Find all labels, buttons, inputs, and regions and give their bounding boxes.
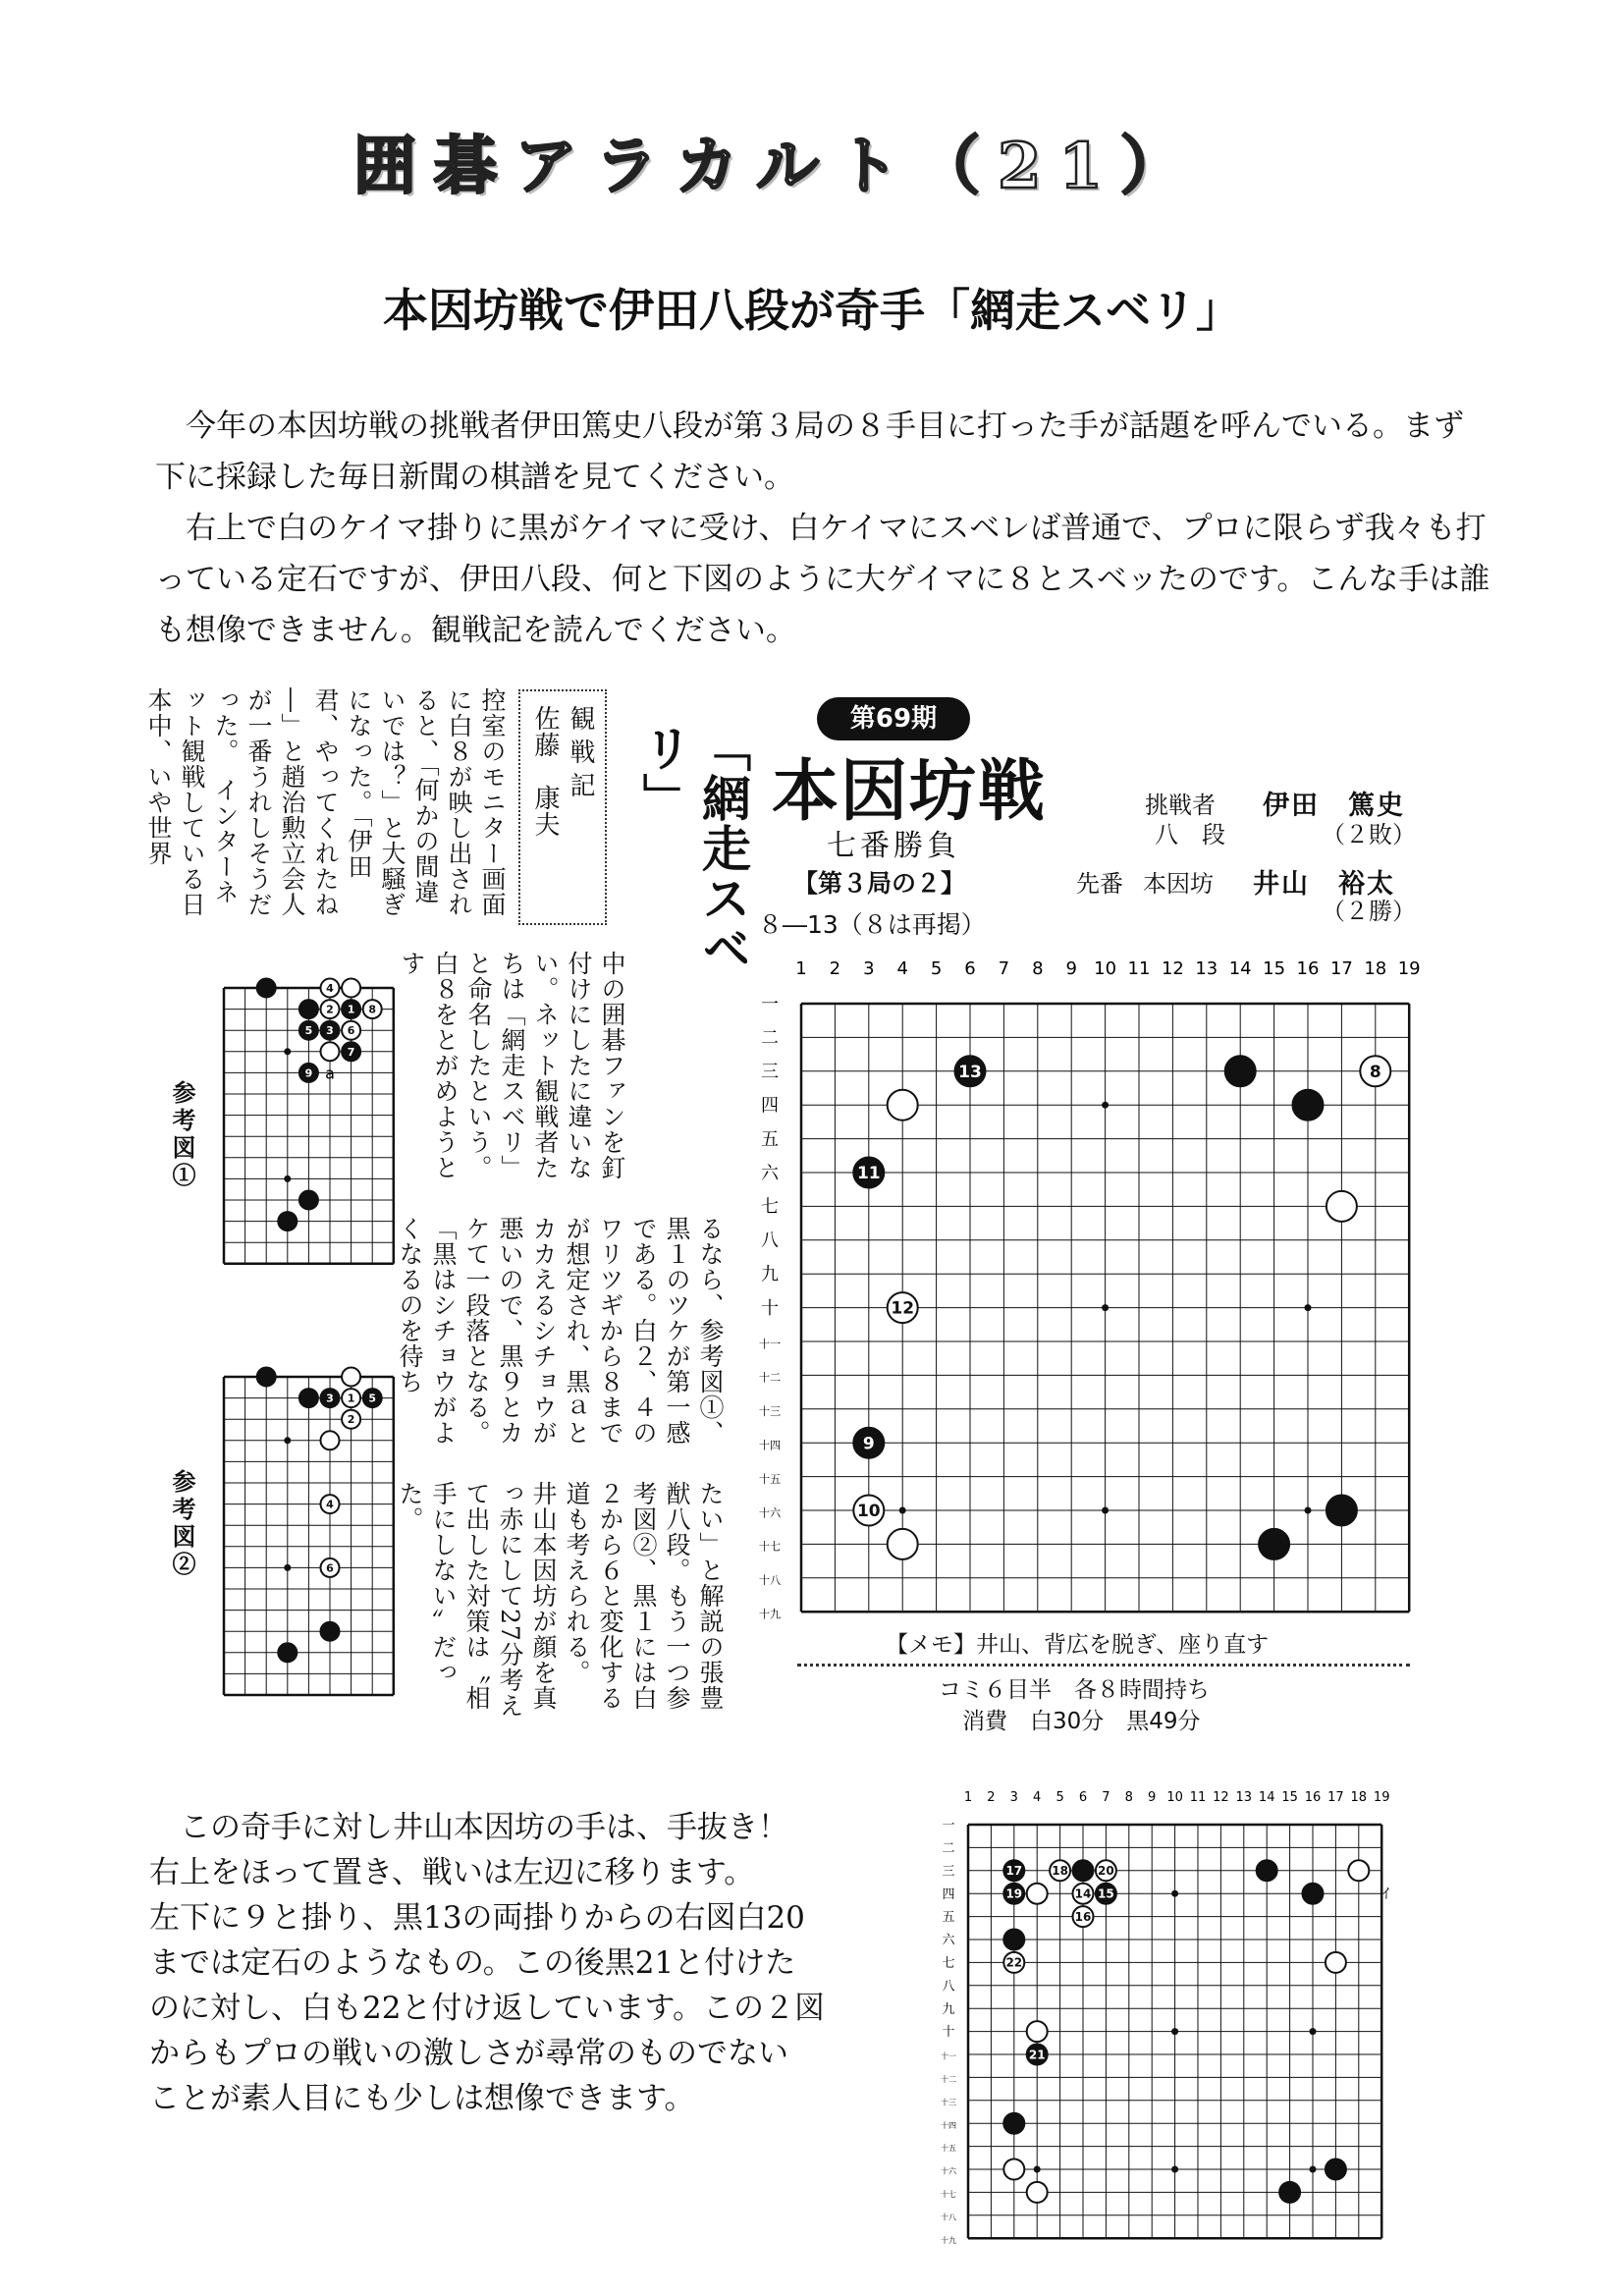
column-coordinate: 3 <box>863 958 875 979</box>
move-number: 12 <box>891 1298 915 1319</box>
point-mark-a: a <box>325 1064 335 1083</box>
event-format: 七番勝負 <box>827 829 960 863</box>
move-number: 2 <box>347 1413 355 1427</box>
black-stone <box>299 1191 318 1210</box>
black-stone <box>299 1389 318 1407</box>
column-coordinate: 5 <box>930 958 943 979</box>
white-stone <box>1027 2182 1048 2203</box>
row-coordinate: 七 <box>761 1196 779 1218</box>
move-number: 8 <box>368 1003 377 1016</box>
white-stone <box>321 1431 340 1449</box>
row-coordinate: 六 <box>761 1163 779 1184</box>
row-coordinate: 三 <box>942 1864 955 1880</box>
row-coordinate: 十五 <box>758 1472 782 1486</box>
article-column-4: たい」と解説の張豊猷八段。もう一つ参考図②、黒１には白２から６と変化する道も考えられる。 井山本因坊が顔を真っ赤にして27分考えて出した対策は〝相手にしない〟だった。 <box>396 1481 725 1719</box>
star-point <box>1305 1304 1312 1311</box>
row-coordinate: 十二 <box>940 2074 957 2084</box>
column-coordinate: 6 <box>964 958 976 979</box>
column-coordinate: 16 <box>1296 958 1320 979</box>
move-number: 9 <box>862 1434 875 1454</box>
move-number: 8 <box>1369 1062 1381 1082</box>
star-point <box>1310 2166 1317 2173</box>
column-coordinate: 9 <box>1148 1790 1157 1805</box>
follow-up-go-board <box>939 1785 1406 2249</box>
move-number: 9 <box>304 1066 313 1080</box>
black-stone <box>1257 1860 1277 1881</box>
point-mark-i: イ <box>1379 1886 1393 1903</box>
black-stone <box>1259 1529 1289 1559</box>
row-coordinate: 八 <box>761 1230 779 1252</box>
row-coordinate: 八 <box>942 1979 955 1995</box>
white-stone <box>321 1042 340 1061</box>
row-coordinate: 四 <box>761 1095 779 1117</box>
black-stone <box>1326 1496 1357 1526</box>
star-point <box>1171 2166 1178 2173</box>
row-coordinate: 十四 <box>758 1439 782 1452</box>
column-coordinate: 7 <box>998 958 1010 979</box>
move-number: 21 <box>1028 2048 1046 2062</box>
holder-first-move: 先番 <box>1076 870 1123 898</box>
row-coordinate: 一 <box>761 994 779 1015</box>
move-number: 18 <box>1052 1864 1068 1879</box>
column-coordinate: 10 <box>1166 1790 1183 1805</box>
row-coordinate: 十八 <box>758 1574 782 1588</box>
column-coordinate: 4 <box>896 958 908 979</box>
column-coordinate: 19 <box>1397 958 1421 979</box>
star-point <box>1171 2028 1178 2035</box>
follow-up-line: この奇手に対し井山本因坊の手は、手抜き！ <box>149 1810 788 1845</box>
row-coordinate: 十六 <box>758 1506 782 1520</box>
black-stone <box>1225 1056 1256 1086</box>
star-point <box>1171 1890 1178 1897</box>
column-coordinate: 11 <box>1127 958 1151 979</box>
move-number: 6 <box>326 1561 334 1575</box>
black-stone <box>257 979 276 998</box>
column-coordinate: 18 <box>1350 1790 1368 1805</box>
edition-badge: 第69期 <box>817 697 970 740</box>
move-number: 16 <box>1074 1909 1092 1924</box>
row-coordinate: 十三 <box>940 2098 957 2107</box>
move-number: 5 <box>368 1392 377 1405</box>
black-stone <box>299 1000 318 1018</box>
star-point <box>284 1437 291 1444</box>
black-stone <box>1279 2182 1300 2203</box>
move-number: 19 <box>1005 1886 1023 1901</box>
column-coordinate: 8 <box>1124 1790 1133 1805</box>
row-coordinate: 十七 <box>940 2189 957 2199</box>
white-stone <box>1003 2159 1024 2180</box>
memo-divider <box>797 1664 1410 1667</box>
move-number: 3 <box>326 1024 334 1038</box>
column-coordinate: 4 <box>1033 1790 1042 1805</box>
move-number: 1 <box>347 1003 355 1016</box>
column-coordinate: 11 <box>1189 1790 1207 1805</box>
move-number: 6 <box>347 1024 355 1038</box>
column-coordinate: 1 <box>963 1790 973 1805</box>
row-coordinate: 六 <box>942 1933 955 1948</box>
black-stone <box>321 1622 340 1641</box>
black-stone <box>257 1368 276 1387</box>
row-coordinate: 十九 <box>758 1608 782 1621</box>
column-coordinate: 17 <box>1327 1790 1344 1805</box>
white-stone <box>1027 2021 1048 2042</box>
series-title: 囲碁アラカルト（21） <box>353 130 1202 203</box>
ref1-label: 参考図① <box>168 1080 196 1190</box>
challenger-rank: 八 段 <box>1155 821 1225 848</box>
row-coordinate: 十一 <box>940 2051 957 2061</box>
komi-info: コミ６目半 各８時間持ち <box>939 1677 1210 1703</box>
game-number: 【第３局の２】 <box>793 869 966 898</box>
star-point <box>284 1048 291 1055</box>
article-column-1: 控室のモニター画面に白８が映し出されると、「何かの間違いでは？」と大騒ぎになった。「伊田君、やってくれたね―」と趙治勲立会人が一番うれしそうだった。 インターネット観戦している日本中、いや世界 <box>144 687 507 917</box>
column-coordinate: 16 <box>1304 1790 1322 1805</box>
column-coordinate: 10 <box>1094 958 1117 979</box>
main-go-board <box>756 953 1421 1621</box>
headline: 本因坊戦で伊田八段が奇手「網走スベリ」 <box>383 284 1241 337</box>
article-column-2: 中の囲碁ファンを釘付けにしたに違いない。ネット観戦者たちは「網走スベリ」と命名したという。白８をとがめようとす <box>398 951 626 1180</box>
star-point <box>284 1564 291 1571</box>
row-coordinate: 三 <box>761 1062 779 1083</box>
move-number: 5 <box>304 1024 313 1038</box>
star-point <box>1102 1102 1109 1109</box>
follow-up-line: のに対し、白も22と付け返しています。この２図 <box>149 1991 825 2026</box>
byline-box <box>518 689 607 925</box>
challenger-record: （２敗） <box>1322 821 1416 848</box>
reference-diagram-2 <box>218 1351 410 1715</box>
follow-up-line: ことが素人目にも少しは想像できます。 <box>149 2081 695 2116</box>
move-number: 15 <box>1098 1886 1114 1901</box>
white-stone <box>888 1090 918 1121</box>
column-coordinate: 13 <box>1195 958 1218 979</box>
move-number: 4 <box>326 981 334 995</box>
row-coordinate: 十三 <box>758 1405 782 1419</box>
byline-label: 観戦記 <box>566 705 595 805</box>
black-stone <box>278 1643 297 1662</box>
white-stone <box>888 1529 918 1559</box>
white-stone <box>342 1368 360 1387</box>
black-stone <box>1326 2159 1346 2180</box>
black-stone <box>1303 1884 1324 1904</box>
holder-record: （２勝） <box>1322 898 1416 925</box>
white-stone <box>342 979 360 998</box>
star-point <box>899 1507 906 1514</box>
column-coordinate: 14 <box>1228 958 1252 979</box>
move-number: 10 <box>856 1502 881 1522</box>
move-range: ８―13（８は再掲） <box>758 910 986 939</box>
move-number: 2 <box>326 1003 334 1016</box>
column-coordinate: 3 <box>1009 1790 1018 1805</box>
row-coordinate: 十九 <box>940 2235 957 2245</box>
column-coordinate: 7 <box>1102 1790 1110 1805</box>
column-coordinate: 9 <box>1065 958 1077 979</box>
column-coordinate: 1 <box>795 958 807 979</box>
move-number: 14 <box>1074 1886 1092 1901</box>
follow-up-line: からもプロの戦いの激しさが尋常のものでない <box>149 2036 788 2071</box>
move-number: 13 <box>958 1062 982 1082</box>
row-coordinate: 十五 <box>940 2144 957 2154</box>
intro-text <box>155 401 1490 656</box>
white-stone <box>1348 1860 1369 1881</box>
article-title: 「網走スベリ」 <box>635 723 752 973</box>
star-point <box>284 1175 291 1182</box>
column-coordinate: 5 <box>1056 1790 1064 1805</box>
star-point <box>1102 1304 1109 1311</box>
follow-up-line: 右上をほって置き、戦いは左辺に移ります。 <box>149 1855 755 1890</box>
row-coordinate: 一 <box>942 1818 955 1833</box>
move-number: 17 <box>1005 1864 1023 1879</box>
column-coordinate: 2 <box>987 1790 996 1805</box>
row-coordinate: 十二 <box>758 1371 782 1385</box>
column-coordinate: 17 <box>1329 958 1353 979</box>
author-name: 佐藤 康夫 <box>530 705 560 838</box>
black-stone <box>1293 1090 1324 1121</box>
column-coordinate: 18 <box>1364 958 1387 979</box>
black-stone <box>1073 1860 1094 1881</box>
column-coordinate: 12 <box>1213 1790 1229 1805</box>
row-coordinate: 五 <box>761 1128 779 1150</box>
follow-up-line: 左下に９と掛り、黒13の両掛りからの右図白20 <box>149 1900 805 1936</box>
row-coordinate: 二 <box>761 1027 779 1049</box>
column-coordinate: 2 <box>829 958 841 979</box>
row-coordinate: 九 <box>761 1264 779 1285</box>
row-coordinate: 十六 <box>940 2166 957 2176</box>
row-coordinate: 十八 <box>940 2213 957 2222</box>
row-coordinate: 十四 <box>940 2120 957 2130</box>
ref2-label: 参考図② <box>168 1469 196 1579</box>
follow-up-text <box>149 1805 905 2121</box>
white-stone <box>1326 1191 1357 1222</box>
intro-paragraph: 今年の本因坊戦の挑戦者伊田篤史八段が第３局の８手目に打った手が話題を呼んでいる。まず下に採録した毎日新聞の棋譜を見てください。 <box>155 409 1464 495</box>
article-column-3: るなら、参考図①、黒１のツケが第一感である。白２、４のワリツギから８までが想定され、黒ａとカカえるシチョウが悪いので、黒９とカケて一段落となる。「黒はシチョウがよくなるのを待ち <box>396 1216 725 1446</box>
row-coordinate: 十 <box>942 2025 955 2041</box>
event-name: 本因坊戦 <box>772 753 1048 831</box>
move-number: 7 <box>347 1045 355 1059</box>
column-coordinate: 15 <box>1281 1790 1298 1805</box>
column-coordinate: 19 <box>1373 1790 1390 1805</box>
column-coordinate: 15 <box>1263 958 1286 979</box>
column-coordinate: 12 <box>1161 958 1184 979</box>
column-coordinate: 13 <box>1235 1790 1253 1805</box>
intro-paragraph: 右上で白のケイマ掛りに黒がケイマに受け、白ケイマにスベレば普通で、プロに限らず我々も打っている定石ですが、伊田八段、何と下図のように大ゲイマに８とスベッたのです。こんな手は誰も想像できません。観戦記を読んでください。 <box>155 511 1490 648</box>
move-number: 1 <box>347 1392 355 1405</box>
challenger-name: 伊田 篤史 <box>1263 791 1405 821</box>
move-number: 22 <box>1005 1955 1023 1970</box>
black-stone <box>278 1212 297 1230</box>
holder-name: 井山 裕太 <box>1253 869 1395 900</box>
row-coordinate: 九 <box>942 2001 955 2017</box>
black-stone <box>1003 2113 1024 2134</box>
row-coordinate: 二 <box>942 1840 955 1856</box>
black-stone <box>1003 1930 1024 1950</box>
move-number: 4 <box>326 1498 334 1511</box>
move-number: 20 <box>1098 1864 1114 1879</box>
row-coordinate: 四 <box>942 1886 955 1902</box>
row-coordinate: 十一 <box>758 1338 782 1351</box>
column-coordinate: 14 <box>1258 1790 1275 1805</box>
star-point <box>1034 2166 1041 2173</box>
column-coordinate: 8 <box>1032 958 1044 979</box>
memo-note: 【メモ】井山、背広を脱ぎ、座り直す <box>886 1632 1270 1658</box>
move-number: 3 <box>326 1392 334 1405</box>
move-number: 11 <box>856 1164 881 1184</box>
star-point <box>1305 1507 1312 1514</box>
column-coordinate: 6 <box>1078 1790 1088 1805</box>
white-stone <box>1326 1952 1346 1973</box>
white-stone <box>1027 1884 1048 1904</box>
star-point <box>1102 1507 1109 1514</box>
star-point <box>1310 2028 1317 2035</box>
row-coordinate: 十七 <box>758 1540 782 1554</box>
row-coordinate: 十 <box>761 1297 779 1319</box>
challenger-title: 挑戦者 <box>1145 792 1216 819</box>
reference-diagram-1 <box>218 962 410 1286</box>
row-coordinate: 五 <box>942 1910 955 1926</box>
row-coordinate: 七 <box>942 1955 955 1971</box>
follow-up-line: までは定石のようなもの。この後黒21と付けた <box>149 1945 796 1981</box>
time-used: 消費 白30分 黒49分 <box>962 1709 1201 1734</box>
holder-title: 本因坊 <box>1143 870 1214 898</box>
